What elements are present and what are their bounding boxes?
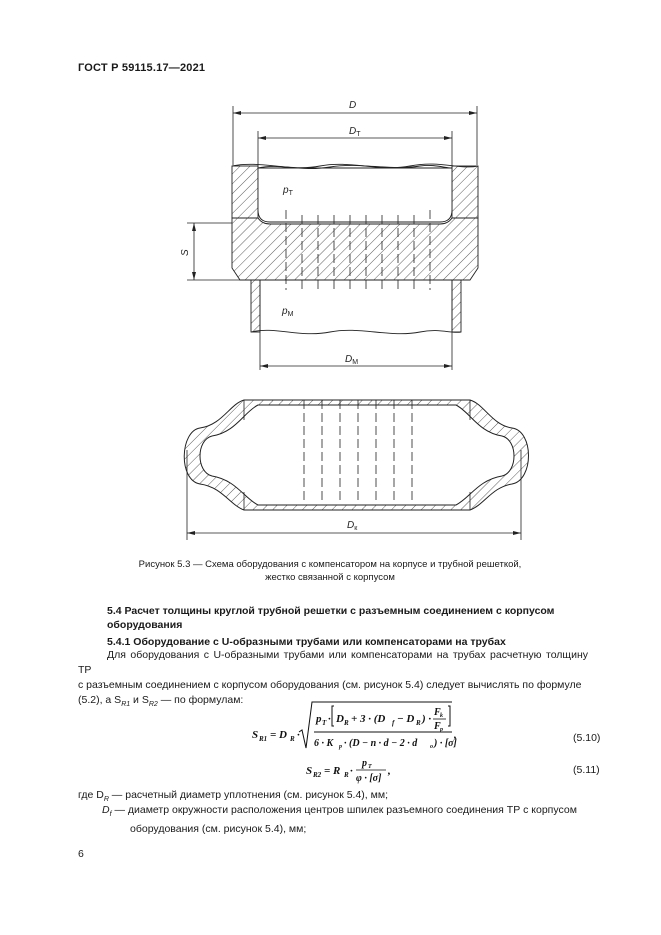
dimension-DM bbox=[260, 354, 452, 368]
svg-text:o: o bbox=[430, 744, 433, 750]
dimension-S bbox=[180, 223, 240, 280]
caption-line-2: жестко связанной с корпусом bbox=[265, 572, 395, 583]
section-heading: 5.4 Расчет толщины круглой трубной решетки с разъемным соединением с корпусом оборудования bbox=[107, 605, 555, 631]
svg-text:+ 3 · (D: + 3 · (D bbox=[351, 713, 386, 725]
formula-5-11 bbox=[304, 754, 414, 786]
svg-text:p: p bbox=[339, 744, 342, 750]
label-S: S bbox=[180, 249, 191, 256]
svg-text:φ · [σ]: φ · [σ] bbox=[356, 773, 382, 784]
svg-text:= R: = R bbox=[324, 765, 341, 777]
svg-text:R: R bbox=[344, 719, 349, 727]
where-definition-2: $D_f$ — диаметр окружности расположения центров шпилек разъемного соединения ТР с корпусом оборудования (см. рисунок 5.4), мм; bbox=[102, 804, 577, 836]
label-DK: $D_к$ bbox=[347, 520, 358, 532]
svg-text:F: F bbox=[434, 707, 441, 718]
where-definition-1: где $D_R$ — расчетный диаметр уплотнения (см. рисунок 5.4), мм; bbox=[78, 789, 388, 804]
svg-text:) · [σ]: ) · [σ] bbox=[434, 738, 457, 749]
svg-text:,: , bbox=[454, 729, 457, 741]
svg-text:R2: R2 bbox=[313, 771, 322, 779]
formula-5-10 bbox=[250, 696, 460, 754]
body-paragraph: Для оборудования с U-образными трубами или компенсаторами на трубах расчетную толщину ТР с разъемным соединением с корпусом оборудования (см. рисунок 5.4) следует вычислять по формуле (5.2), а $S_{R1}$ и $S_{R2}$ — по формулам: bbox=[78, 649, 588, 709]
figure-caption bbox=[120, 558, 540, 584]
svg-text:,: , bbox=[388, 765, 391, 777]
svg-text:·: · bbox=[328, 713, 331, 725]
compensator-shape bbox=[184, 400, 528, 510]
svg-text:· (D − n · d − 2 · d: · (D − n · d − 2 · d bbox=[344, 738, 418, 749]
dimension-DT bbox=[258, 126, 452, 168]
svg-text:T: T bbox=[368, 764, 372, 770]
label-D: D bbox=[349, 100, 357, 111]
svg-text:R: R bbox=[290, 735, 295, 743]
formula-5-11-number: (5.11) bbox=[573, 764, 600, 776]
label-pT: $p_Т$ bbox=[283, 185, 293, 197]
svg-text:S: S bbox=[252, 729, 259, 741]
svg-text:k: k bbox=[440, 713, 443, 719]
formula-5-10-number: (5.10) bbox=[573, 732, 601, 744]
svg-text:F: F bbox=[434, 721, 441, 732]
svg-text:S: S bbox=[306, 765, 313, 777]
svg-text:6 · K: 6 · K bbox=[314, 738, 334, 749]
svg-text:p: p bbox=[440, 727, 443, 733]
svg-text:R: R bbox=[344, 771, 349, 779]
svg-text:p: p bbox=[362, 758, 367, 769]
svg-text:R: R bbox=[416, 719, 421, 727]
subsection-heading: 5.4.1 Оборудование с U-образными трубами или компенсаторами на трубах bbox=[107, 636, 506, 648]
svg-text:p: p bbox=[316, 713, 322, 725]
svg-text:= D: = D bbox=[270, 729, 287, 741]
caption-line-1: Рисунок 5.3 — Схема оборудования с компенсатором на корпусе и трубной решеткой, bbox=[138, 559, 522, 570]
svg-text:T: T bbox=[322, 719, 327, 727]
document-code-header: ГОСТ Р 59115.17—2021 bbox=[78, 62, 206, 74]
svg-text:f: f bbox=[392, 719, 395, 727]
label-DM: $D_М$ bbox=[345, 354, 359, 366]
svg-text:R1: R1 bbox=[259, 735, 268, 743]
page-number: 6 bbox=[78, 848, 84, 860]
label-DT: $D_Т$ bbox=[349, 126, 361, 138]
svg-text:) ·: ) · bbox=[422, 713, 432, 725]
svg-text:·: · bbox=[297, 729, 300, 741]
svg-text:− D: − D bbox=[397, 713, 415, 725]
svg-text:·: · bbox=[350, 765, 353, 777]
svg-text:D: D bbox=[336, 713, 344, 725]
label-pM: $p_М$ bbox=[282, 306, 294, 318]
